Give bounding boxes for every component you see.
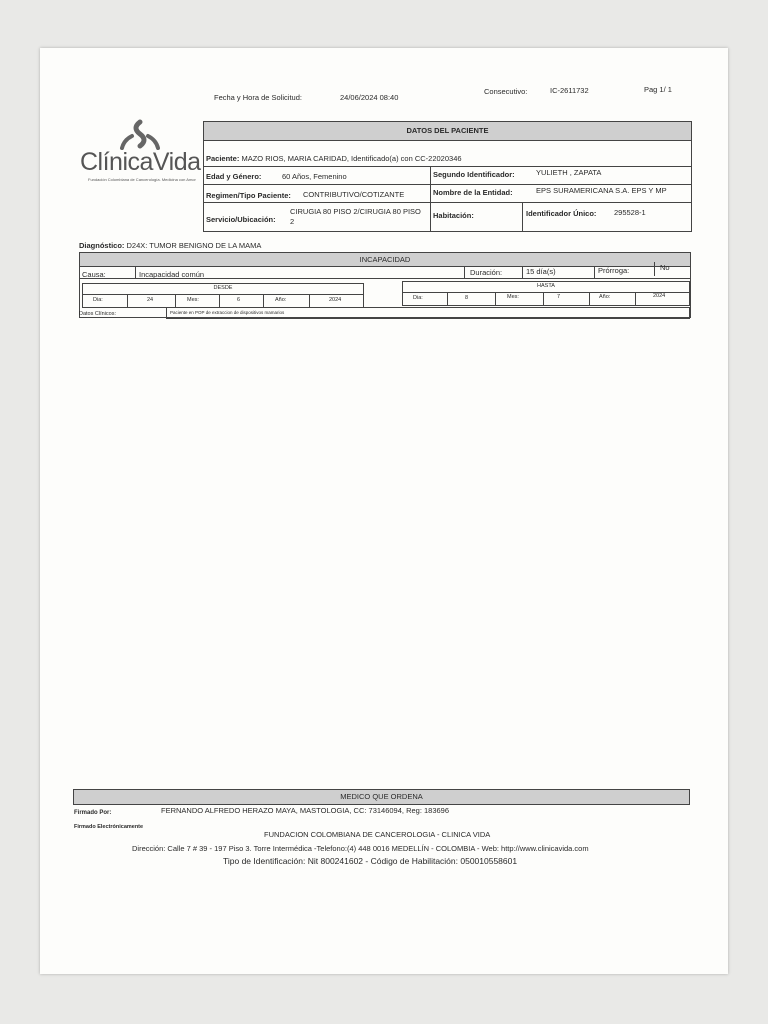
fecha-label: Fecha y Hora de Solicitud: — [214, 93, 302, 102]
page-number: Pag 1/ 1 — [644, 85, 672, 94]
footer-institution: FUNDACION COLOMBIANA DE CANCEROLOGIA - CLINICA VIDA — [264, 830, 491, 839]
servicio-value-1: CIRUGIA 80 PISO 2/CIRUGIA 80 PISO — [290, 207, 421, 216]
identificador-label: Identificador Único: — [526, 209, 597, 218]
prorroga-value: No — [660, 263, 670, 272]
firmado-electronico: Firmado Electrónicamente — [74, 824, 144, 830]
habitacion-label: Habitación: — [433, 211, 474, 220]
hasta-mes-value: 7 — [557, 294, 561, 300]
diagnostico-value: D24X: TUMOR BENIGNO DE LA MAMA — [126, 241, 262, 250]
prorroga-label: Prórroga: — [598, 266, 630, 275]
desde-dia-value: 24 — [147, 297, 154, 303]
clinica-vida-logo — [80, 118, 200, 188]
datos-clinicos-value: Paciente en POP de extraccion de dispositivos mamarios — [170, 310, 285, 315]
paciente-label: Paciente: — [206, 154, 240, 163]
patient-section-title: DATOS DEL PACIENTE — [204, 122, 691, 141]
desde-mes-value: 6 — [237, 297, 241, 303]
logo-tagline: Fundación Colombiana de Cancerología. Medicina con Amor — [88, 177, 196, 182]
paciente-value: MAZO RIOS, MARIA CARIDAD, Identificado(a) con CC-22020346 — [241, 154, 462, 163]
hasta-box — [402, 281, 690, 306]
segundo-identificador-label: Segundo Identificador: — [433, 170, 515, 179]
diagnostico-label: Diagnóstico: — [79, 241, 125, 250]
causa-label: Causa: — [82, 270, 106, 279]
segundo-identificador-value: YULIETH , ZAPATA — [536, 168, 602, 177]
medico-section-title: MEDICO QUE ORDENA — [73, 789, 690, 805]
servicio-label: Servicio/Ubicación: — [206, 215, 276, 224]
desde-anio-label: Año: — [275, 297, 287, 303]
row-divider — [204, 166, 691, 167]
regimen-value: CONTRIBUTIVO/COTIZANTE — [303, 190, 405, 199]
document-page — [40, 48, 728, 974]
entidad-value: EPS SURAMERICANA S.A. EPS Y MP — [536, 186, 667, 195]
footer-identification: Tipo de Identificación: Nit 800241602 - Código de Habilitación: 050010558601 — [223, 856, 518, 866]
row-divider — [204, 184, 691, 185]
firmado-label: Firmado Por: — [74, 810, 112, 816]
firmado-value: FERNANDO ALFREDO HERAZO MAYA, MASTOLOGIA, CC: 73146094, Reg: 183696 — [161, 806, 450, 815]
edad-value: 60 Años, Femenino — [282, 172, 347, 181]
duracion-label: Duración: — [470, 268, 503, 277]
hasta-dia-label: Dia: — [413, 295, 423, 301]
logo-name: ClínicaVida — [80, 148, 201, 176]
hasta-anio-value: 2024 — [653, 293, 666, 299]
hasta-anio-label: Año: — [599, 294, 611, 300]
hasta-dia-value: 8 — [465, 295, 469, 301]
datos-clinicos-box — [166, 307, 690, 319]
desde-dia-label: Dia: — [93, 297, 103, 303]
desde-mes-label: Mes: — [187, 297, 199, 303]
identificador-value: 295528-1 — [614, 208, 646, 217]
col-divider — [430, 166, 431, 231]
datos-clinicos-label: Datos Clínicos: — [79, 311, 116, 317]
desde-label: DESDE — [213, 285, 233, 291]
duracion-value: 15 día(s) — [526, 267, 556, 276]
desde-box — [82, 283, 364, 308]
logo-mark-icon — [80, 118, 200, 152]
incapacidad-title: INCAPACIDAD — [80, 253, 690, 267]
consecutivo-label: Consecutivo: — [484, 87, 528, 96]
servicio-value-2: 2 — [290, 217, 295, 226]
patient-data-box — [203, 121, 692, 232]
hasta-label: HASTA — [537, 283, 555, 289]
edad-label: Edad y Género: — [206, 172, 262, 181]
hasta-mes-label: Mes: — [507, 294, 519, 300]
desde-anio-value: 2024 — [329, 297, 342, 303]
consecutivo-value: IC-2611732 — [550, 86, 589, 95]
row-divider — [204, 202, 691, 203]
footer-address: Dirección: Calle 7 # 39 - 197 Piso 3. Torre Intermédica -Telefono:(4) 448 0016 MEDELLÍN - COLOMBIA - Web: http://www.clinicavida.com — [132, 844, 589, 853]
fecha-value: 24/06/2024 08:40 — [340, 93, 399, 102]
entidad-label: Nombre de la Entidad: — [433, 188, 513, 197]
col-divider — [522, 202, 523, 231]
causa-value: Incapacidad común — [139, 270, 205, 279]
regimen-label: Regimen/Tipo Paciente: — [206, 191, 291, 200]
